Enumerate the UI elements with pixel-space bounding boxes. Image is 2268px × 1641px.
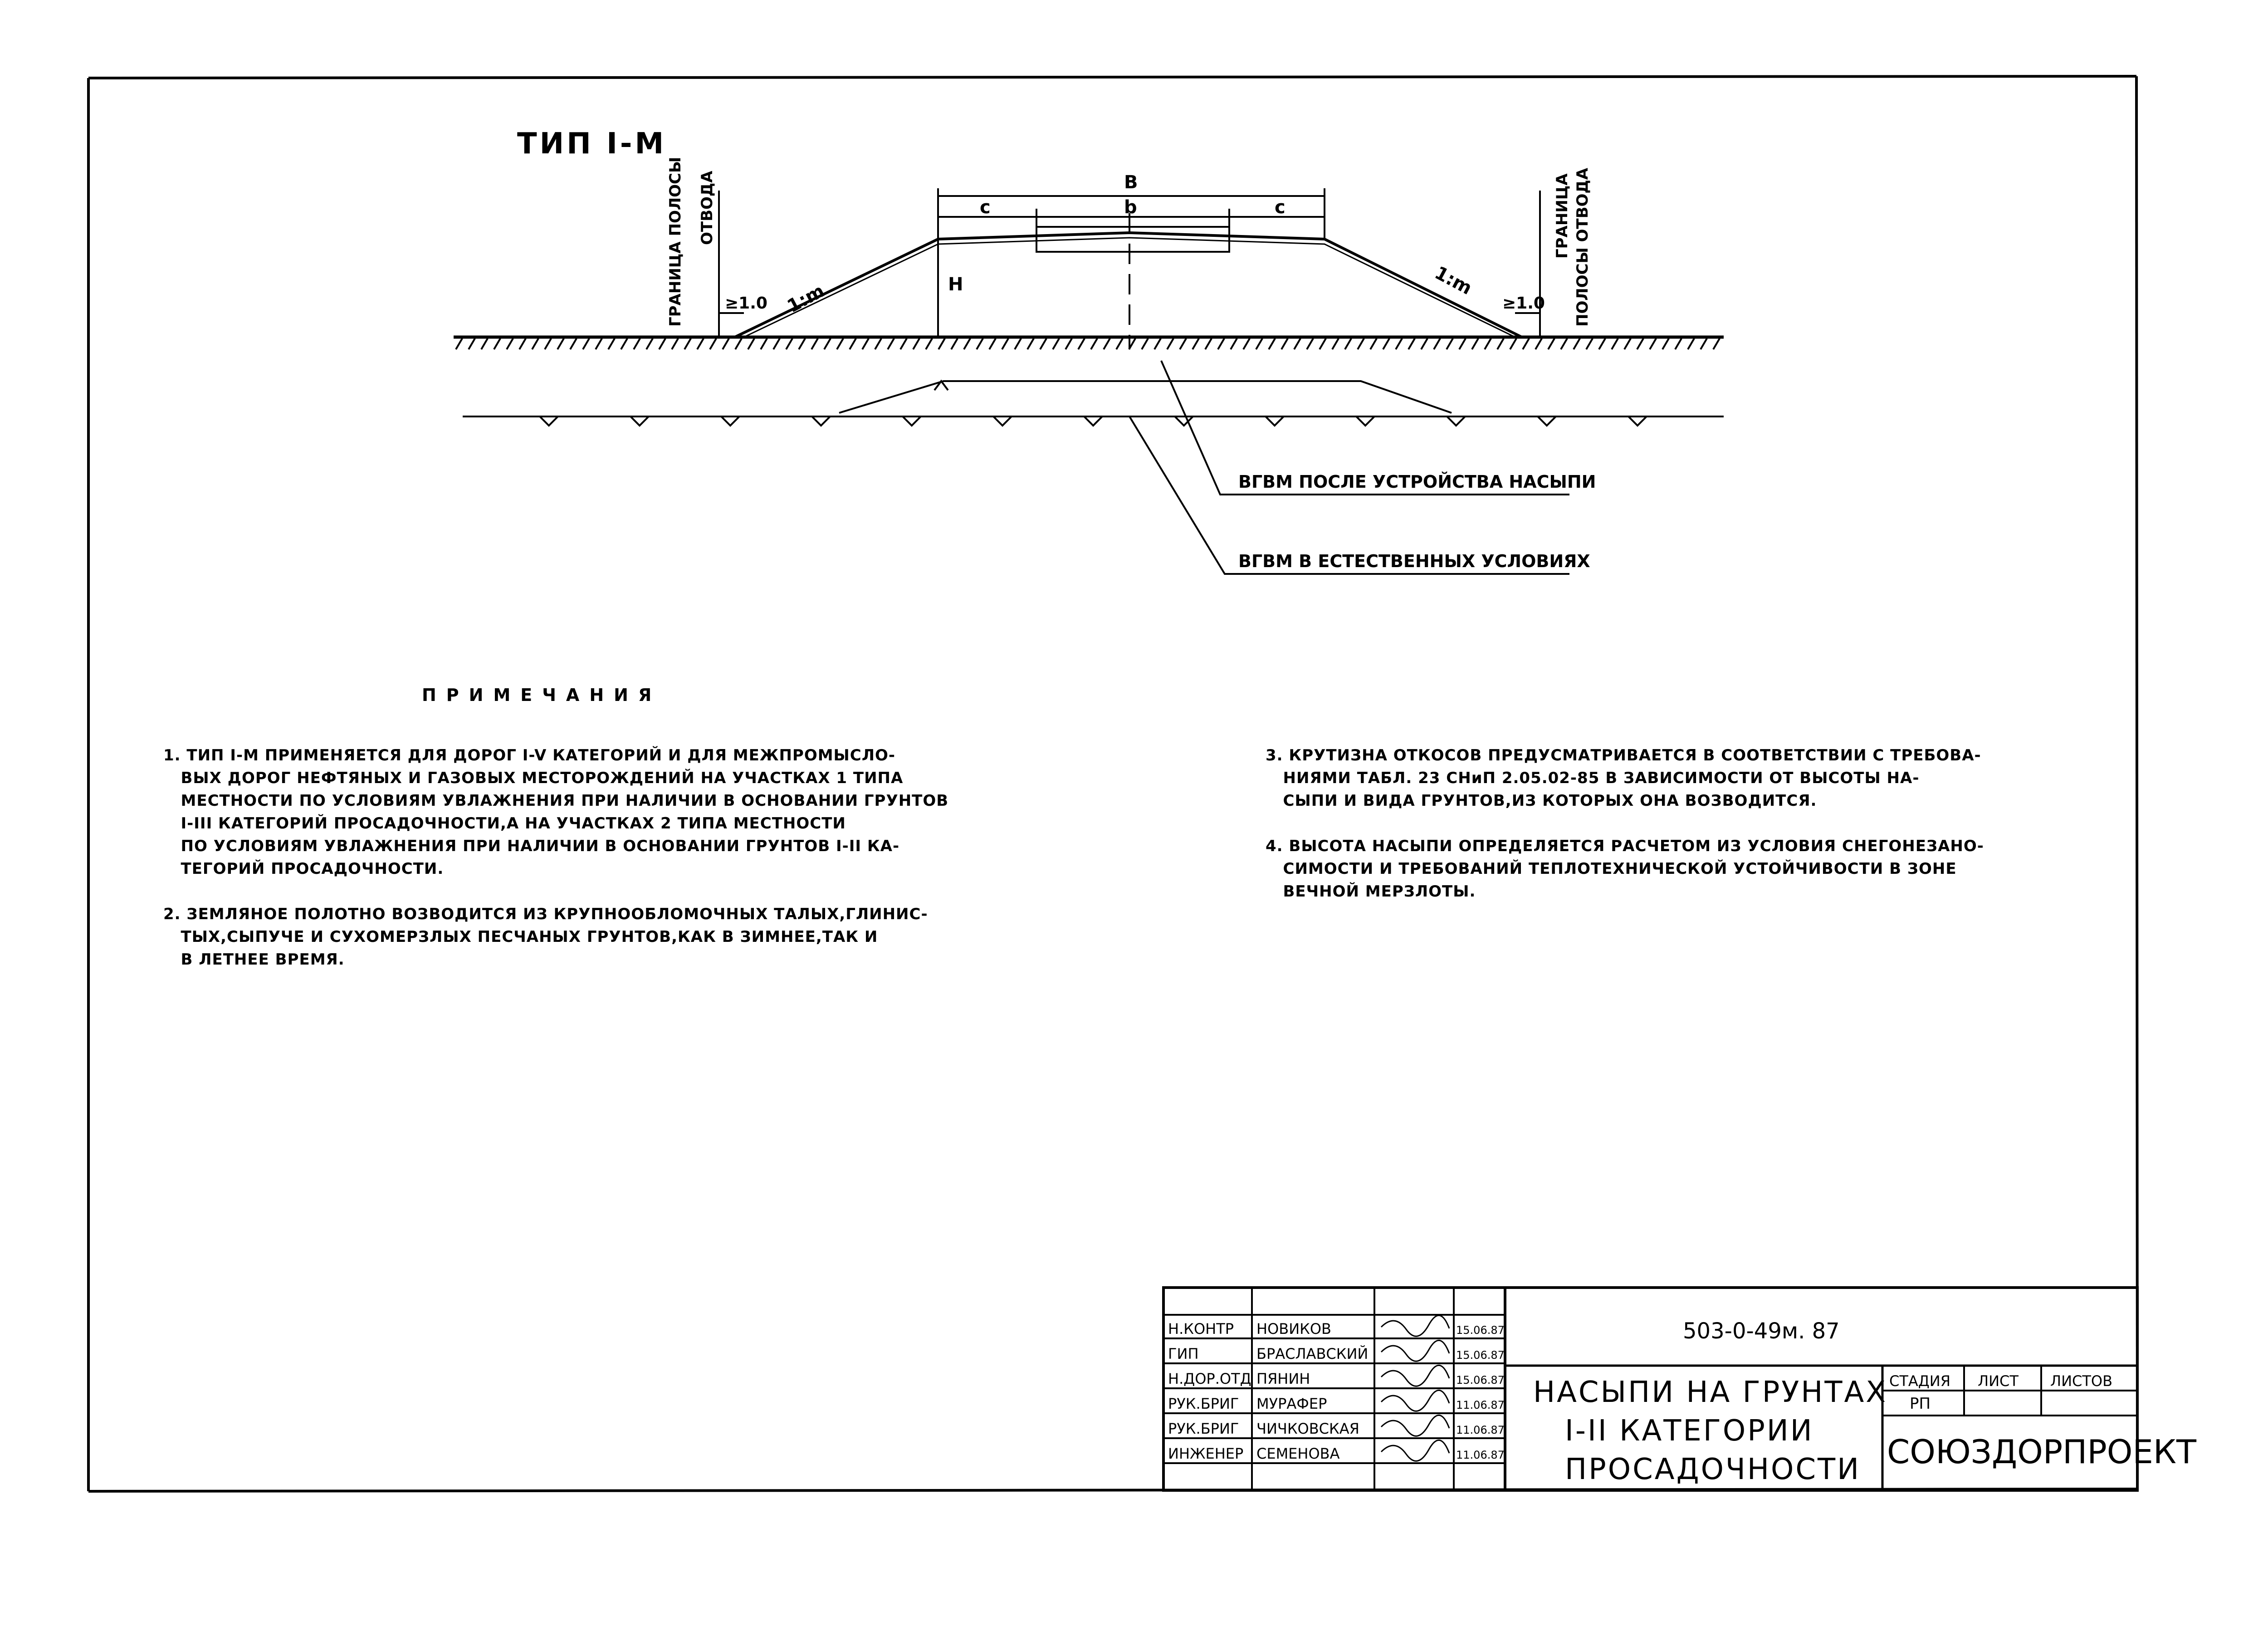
ground-hatch-mark bbox=[1662, 338, 1669, 349]
ground-hatch-mark bbox=[608, 338, 615, 349]
ground-hatch-mark bbox=[1485, 338, 1491, 349]
left-boundary bbox=[719, 191, 744, 337]
ground-hatch-mark bbox=[1256, 338, 1262, 349]
ground-hatch-mark bbox=[481, 338, 488, 349]
ground-hatch-mark bbox=[1066, 338, 1072, 349]
sheet-title-line2: I-II КАТЕГОРИИ bbox=[1565, 1414, 1814, 1448]
ground-hatch-mark bbox=[1320, 338, 1326, 349]
ground-hatch-mark bbox=[1599, 338, 1605, 349]
ground-hatch-mark bbox=[951, 338, 958, 349]
permafrost-tick-mark bbox=[1356, 416, 1374, 426]
ground-hatch-mark bbox=[646, 338, 653, 349]
ground-hatch-mark bbox=[1396, 338, 1402, 349]
dimension-B: В bbox=[1124, 172, 1138, 193]
notes-left-column bbox=[163, 744, 980, 994]
dimension-H: Н bbox=[948, 274, 963, 295]
ground-hatch-mark bbox=[1574, 338, 1580, 349]
ground-hatch-mark bbox=[1218, 338, 1224, 349]
ground-hatch-mark bbox=[1180, 338, 1186, 349]
signature-role: ИНЖЕНЕР bbox=[1168, 1445, 1244, 1462]
ground-hatch-mark bbox=[519, 338, 526, 349]
permafrost-tick-mark bbox=[903, 416, 921, 426]
callout-natural-conditions: ВГВМ В ЕСТЕСТВЕННЫХ УСЛОВИЯХ bbox=[1238, 551, 1590, 571]
ground-hatch-mark bbox=[1370, 338, 1377, 349]
signature-date: 11.06.87 bbox=[1456, 1449, 1505, 1461]
permafrost-tick-mark bbox=[1266, 416, 1284, 426]
permafrost-tick-mark bbox=[993, 416, 1012, 426]
ground-hatch-mark bbox=[938, 338, 945, 349]
ground-hatch-mark bbox=[1383, 338, 1389, 349]
ground-hatch-mark bbox=[557, 338, 564, 349]
permafrost-tick-mark bbox=[1447, 416, 1465, 426]
signature-date: 15.06.87 bbox=[1456, 1349, 1505, 1362]
left-boundary-label-line2: ОТВОДА bbox=[698, 171, 716, 245]
ground-hatch-mark bbox=[1548, 338, 1554, 349]
right-boundary-label-line2: ПОЛОСЫ ОТВОДА bbox=[1574, 167, 1592, 327]
note-2: 2. ЗЕМЛЯНОЕ ПОЛОТНО ВОЗВОДИТСЯ ИЗ КРУПНООБЛОМОЧНЫХ ТАЛЫХ,ГЛИНИС- ТЫХ,СЫПУЧЕ И СУХОМЕРЗЛЫХ ПЕСЧАНЫХ ГРУНТОВ,КАК В ЗИМНЕЕ,ТАК И В ЛЕТНЕЕ ВРЕМЯ. bbox=[163, 905, 928, 969]
signature-date: 15.06.87 bbox=[1456, 1324, 1505, 1337]
ground-hatch-mark bbox=[1421, 338, 1427, 349]
ground-hatch-mark bbox=[913, 338, 919, 349]
ground-hatch-mark bbox=[1167, 338, 1173, 349]
ground-hatch-mark bbox=[1535, 338, 1542, 349]
ground-hatch-mark bbox=[761, 338, 767, 349]
permafrost-tick-mark bbox=[1628, 416, 1647, 426]
ground-hatch-mark bbox=[1434, 338, 1440, 349]
ground-hatch-mark bbox=[1307, 338, 1313, 349]
handwritten-signature bbox=[1381, 1315, 1449, 1336]
ground-hatch-mark bbox=[1561, 338, 1567, 349]
ground-hatch-mark bbox=[532, 338, 538, 349]
ground-hatch-mark bbox=[710, 338, 716, 349]
signature-date: 11.06.87 bbox=[1456, 1399, 1505, 1411]
ground-hatch-mark bbox=[1053, 338, 1059, 349]
right-boundary-label-line1: ГРАНИЦА bbox=[1553, 173, 1571, 259]
ground-hatch-mark bbox=[1497, 338, 1504, 349]
signature-date: 15.06.87 bbox=[1456, 1374, 1505, 1386]
ground-hatch-mark bbox=[850, 338, 856, 349]
ground-hatch-mark bbox=[875, 338, 881, 349]
handwritten-signature bbox=[1381, 1390, 1449, 1411]
permafrost-tick-mark bbox=[540, 416, 558, 426]
ground-hatch-mark bbox=[748, 338, 754, 349]
ground-hatch-mark bbox=[1205, 338, 1212, 349]
ground-hatch-mark bbox=[1027, 338, 1034, 349]
ground-hatch-mark bbox=[570, 338, 577, 349]
ground-hatch-mark bbox=[1040, 338, 1046, 349]
permafrost-tick-mark bbox=[631, 416, 649, 426]
ground-hatch-mark bbox=[989, 338, 996, 349]
organization-name: СОЮЗДОРПРОЕКТ bbox=[1887, 1433, 2196, 1471]
permafrost-tick-mark bbox=[1538, 416, 1556, 426]
ground-hatch-mark bbox=[735, 338, 742, 349]
dimension-c-left: c bbox=[980, 197, 991, 218]
signature-role: РУК.БРИГ bbox=[1168, 1395, 1239, 1412]
dimension-b: b bbox=[1124, 197, 1137, 218]
ground-hatch-mark bbox=[507, 338, 513, 349]
ground-hatch-mark bbox=[1002, 338, 1008, 349]
ground-hatch-mark bbox=[1243, 338, 1250, 349]
signature-role: Н.КОНТР bbox=[1168, 1320, 1234, 1337]
ground-hatch-mark bbox=[1269, 338, 1275, 349]
ground-hatch-mark bbox=[1701, 338, 1707, 349]
left-offset-label: ≥1.0 bbox=[725, 294, 767, 313]
ground-hatch-mark bbox=[1142, 338, 1148, 349]
signature-role: РУК.БРИГ bbox=[1168, 1420, 1239, 1437]
stage-header: СТАДИЯ bbox=[1889, 1372, 1950, 1390]
ground-hatch-mark bbox=[596, 338, 602, 349]
sheets-header: ЛИСТОВ bbox=[2050, 1372, 2113, 1390]
note-4: 4. ВЫСОТА НАСЫПИ ОПРЕДЕЛЯЕТСЯ РАСЧЕТОМ ИЗ УСЛОВИЯ СНЕГОНЕЗАНО- СИМОСТИ И ТРЕБОВАНИЙ ТЕПЛОТЕХНИЧЕСКОЙ УСТОЙЧИВОСТИ В ЗОНЕ ВЕЧНОЙ МЕРЗЛОТЫ. bbox=[1266, 837, 1984, 901]
ground-hatch-mark bbox=[1091, 338, 1097, 349]
ground-hatch-mark bbox=[926, 338, 932, 349]
ground-hatch-mark bbox=[773, 338, 780, 349]
ground-hatch-mark bbox=[1510, 338, 1516, 349]
ground-hatch-mark bbox=[786, 338, 792, 349]
ground-hatch-mark bbox=[469, 338, 475, 349]
permafrost-tick-mark bbox=[721, 416, 739, 426]
slope-label-left: 1:m bbox=[784, 280, 828, 317]
ground-hatch-mark bbox=[1586, 338, 1593, 349]
ground-hatch-mark bbox=[1015, 338, 1021, 349]
ground-hatch-mark bbox=[723, 338, 729, 349]
note-1: 1. ТИП I-М ПРИМЕНЯЕТСЯ ДЛЯ ДОРОГ I-V КАТЕГОРИЙ И ДЛЯ МЕЖПРОМЫСЛО- ВЫХ ДОРОГ НЕФТЯНЫХ И ГАЗОВЫХ МЕСТОРОЖДЕНИЙ НА УЧАСТКАХ 1 ТИПА МЕСТНОСТИ ПО УСЛОВИЯМ УВЛАЖНЕНИЯ ПРИ НАЛИЧИИ В ОСНОВАНИИ ГРУНТОВ I-III КАТЕГОРИЙ ПРОСАДОЧНОСТИ,А НА УЧАСТКАХ 2 ТИПА МЕСТНОСТИ ПО УСЛОВИЯМ УВЛАЖНЕНИЯ ПРИ НАЛИЧИИ В ОСНОВАНИИ ГРУНТОВ I-II КА- ТЕГОРИЙ ПРОСАДОЧНОСТИ. bbox=[163, 746, 949, 878]
ground-hatch-mark bbox=[811, 338, 818, 349]
ground-hatch-mark bbox=[1523, 338, 1529, 349]
permafrost-line-after bbox=[839, 381, 1452, 413]
ground-hatch-mark bbox=[545, 338, 551, 349]
permafrost-tick-mark bbox=[1084, 416, 1102, 426]
signature-date: 11.06.87 bbox=[1456, 1424, 1505, 1436]
dimension-c-right: c bbox=[1275, 197, 1286, 218]
ground-hatch-mark bbox=[1231, 338, 1237, 349]
handwritten-signature bbox=[1381, 1340, 1449, 1361]
sheet-title-line3: ПРОСАДОЧНОСТИ bbox=[1565, 1453, 1861, 1486]
ground-hatch-mark bbox=[1713, 338, 1720, 349]
ground-hatch-mark bbox=[862, 338, 869, 349]
handwritten-signature bbox=[1381, 1440, 1449, 1461]
ground-hatch-mark bbox=[888, 338, 894, 349]
left-boundary-label-line1: ГРАНИЦА ПОЛОСЫ bbox=[666, 157, 684, 327]
signature-name: ЧИЧКОВСКАЯ bbox=[1256, 1420, 1359, 1437]
permafrost-tick-mark bbox=[812, 416, 830, 426]
ground-hatch-mark bbox=[1078, 338, 1085, 349]
ground-hatch-mark bbox=[837, 338, 843, 349]
handwritten-signature bbox=[1381, 1415, 1449, 1436]
ground-hatch-mark bbox=[672, 338, 678, 349]
ground-hatch-mark bbox=[684, 338, 691, 349]
ground-hatch-mark bbox=[1358, 338, 1364, 349]
ground-hatch-mark bbox=[1688, 338, 1694, 349]
ground-hatch-mark bbox=[1447, 338, 1453, 349]
signature-name: БРАСЛАВСКИЙ bbox=[1256, 1345, 1369, 1362]
notes-title: ПРИМЕЧАНИЯ bbox=[422, 685, 662, 705]
document-code: 503-0-49м. 87 bbox=[1683, 1318, 1840, 1344]
ground-hatch-mark bbox=[1154, 338, 1161, 349]
ground-hatch-mark bbox=[1612, 338, 1618, 349]
ground-hatch-mark bbox=[494, 338, 500, 349]
ground-hatch-mark bbox=[1193, 338, 1199, 349]
signature-role: Н.ДОР.ОТД bbox=[1168, 1370, 1251, 1387]
ground-hatch-mark bbox=[1472, 338, 1478, 349]
callout-after-embankment: ВГВМ ПОСЛЕ УСТРОЙСТВА НАСЫПИ bbox=[1238, 472, 1596, 492]
ground-hatch-mark bbox=[964, 338, 970, 349]
signature-role: ГИП bbox=[1168, 1345, 1199, 1362]
ground-hatch-mark bbox=[1332, 338, 1339, 349]
ground-hatch-mark bbox=[456, 338, 462, 349]
permafrost-tick-mark bbox=[1175, 416, 1193, 426]
signature-name: МУРАФЕР bbox=[1256, 1395, 1327, 1412]
ground-hatch-mark bbox=[1459, 338, 1466, 349]
notes-right-column bbox=[1266, 744, 2082, 926]
drawing-title: ТИП I-М bbox=[517, 127, 667, 161]
signature-name: СЕМЕНОВА bbox=[1256, 1445, 1340, 1462]
sheet-header: ЛИСТ bbox=[1978, 1372, 2019, 1390]
ground-hatch-mark bbox=[1281, 338, 1288, 349]
ground-hatch-mark bbox=[621, 338, 627, 349]
signature-name: ПЯНИН bbox=[1256, 1370, 1310, 1387]
ground-hatch-mark bbox=[583, 338, 589, 349]
ground-hatch-mark bbox=[1624, 338, 1631, 349]
note-3: 3. КРУТИЗНА ОТКОСОВ ПРЕДУСМАТРИВАЕТСЯ В СООТВЕТСТВИИ С ТРЕБОВА- НИЯМИ ТАБЛ. 23 СНиП 2.05.02-85 В ЗАВИСИМОСТИ ОТ ВЫСОТЫ НА- СЫПИ И ВИДА ГРУНТОВ,ИЗ КОТОРЫХ ОНА ВОЗВОДИТСЯ. bbox=[1266, 746, 1981, 810]
slope-label-right: 1:m bbox=[1431, 262, 1476, 299]
ground-hatch-mark bbox=[1345, 338, 1351, 349]
stage-value: РП bbox=[1910, 1395, 1931, 1413]
ground-hatch-mark bbox=[1116, 338, 1123, 349]
ground-hatch-mark bbox=[634, 338, 640, 349]
ground-hatch-mark bbox=[659, 338, 665, 349]
sheet-title-line1: НАСЫПИ НА ГРУНТАХ bbox=[1533, 1376, 1888, 1409]
ground-hatch-mark bbox=[1104, 338, 1110, 349]
ground-hatch-mark bbox=[697, 338, 704, 349]
permafrost-line-natural bbox=[463, 416, 1724, 426]
ground-hatch-mark bbox=[799, 338, 805, 349]
right-boundary bbox=[1515, 191, 1540, 337]
ground-hatch-mark bbox=[900, 338, 907, 349]
ground-hatch-mark bbox=[824, 338, 831, 349]
ground-hatch-mark bbox=[1637, 338, 1643, 349]
signature-name: НОВИКОВ bbox=[1256, 1320, 1331, 1337]
callout-leaders bbox=[1129, 361, 1569, 574]
ground-hatch-mark bbox=[977, 338, 983, 349]
ground-hatch-mark bbox=[1294, 338, 1300, 349]
ground-hatch-mark bbox=[1408, 338, 1415, 349]
ground-hatch-mark bbox=[1650, 338, 1656, 349]
handwritten-signature bbox=[1381, 1365, 1449, 1386]
right-offset-label: ≥1.0 bbox=[1502, 294, 1545, 313]
ground-line bbox=[454, 337, 1724, 349]
embankment-profile bbox=[735, 213, 1522, 349]
ground-hatch-mark bbox=[1675, 338, 1681, 349]
